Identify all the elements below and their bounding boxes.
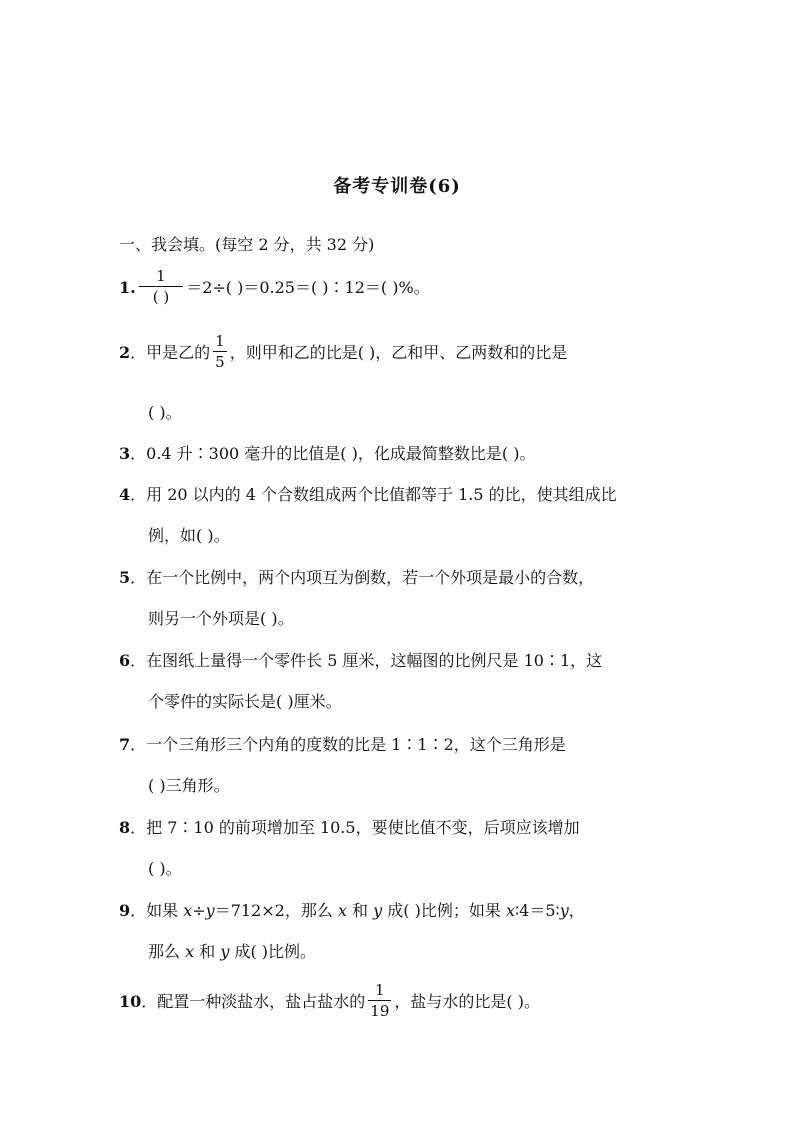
fraction-numerator: 1 xyxy=(156,267,166,285)
fraction xyxy=(139,266,183,307)
question-text: ．甲是乙的 xyxy=(130,343,211,362)
section-heading: 一、我会填。(每空 2 分，共 32 分) xyxy=(119,235,375,254)
question-9-line-2 xyxy=(148,939,316,962)
division-sign: ÷ xyxy=(192,901,206,920)
page-title: 备考专训卷(6) xyxy=(333,176,461,197)
question-text-continued: ，则甲和乙的比是( )，乙和甲、乙两数和的比是 xyxy=(229,343,568,362)
question-text: 和 xyxy=(346,901,374,920)
question-text: 成( )比例；如果 xyxy=(382,901,506,920)
variable-y: y xyxy=(205,901,215,920)
question-text: ．一个三角形三个内角的度数的比是 1∶1∶2，这个三角形是 xyxy=(130,735,566,754)
question-number: 9 xyxy=(119,901,131,920)
question-number: 1. xyxy=(119,278,136,297)
question-9 xyxy=(119,898,585,921)
question-5 xyxy=(119,565,594,588)
question-text: ＝712×2，那么 xyxy=(214,901,338,920)
question-10 xyxy=(119,982,540,1023)
question-number: 5 xyxy=(119,568,131,587)
question-2 xyxy=(119,333,567,374)
fraction xyxy=(213,331,227,372)
variable-y: y xyxy=(373,901,383,920)
question-text: ．在图纸上量得一个零件长 5 厘米，这幅图的比例尺是 10∶1，这 xyxy=(130,651,603,670)
question-5-line-2: 则另一个外项是( )。 xyxy=(148,609,294,628)
question-number: 6 xyxy=(119,651,131,670)
question-text: ．用 20 以内的 4 个合数组成两个比值都等于 1.5 的比，使其组成比 xyxy=(130,485,617,504)
variable-y: y xyxy=(220,942,230,961)
question-text: 那么 xyxy=(148,942,186,961)
question-8 xyxy=(119,815,580,838)
question-number: 7 xyxy=(119,735,131,754)
question-number: 2 xyxy=(119,343,131,362)
question-text: ＝2÷( )＝0.25＝( )∶12＝( )%。 xyxy=(186,278,430,297)
variable-x: x xyxy=(183,901,193,920)
question-text: ．0.4 升∶300 毫升的比值是( )，化成最简整数比是( )。 xyxy=(130,444,536,463)
question-number: 10 xyxy=(119,992,142,1011)
question-number: 3 xyxy=(119,444,131,463)
question-4 xyxy=(119,482,617,505)
fraction-numerator: 1 xyxy=(215,332,225,350)
question-text: ．如果 xyxy=(130,901,184,920)
question-text: ， xyxy=(568,901,585,920)
question-text: 和 xyxy=(194,942,221,961)
question-text: ．把 7∶10 的前项增加至 10.5，要使比值不变，后项应该增加 xyxy=(130,818,580,837)
fraction-denominator: 19 xyxy=(370,1002,390,1020)
question-text: ∶4＝5∶ xyxy=(514,901,560,920)
variable-x: x xyxy=(337,901,347,920)
question-1 xyxy=(119,268,430,309)
fraction xyxy=(368,980,391,1021)
question-text: ．在一个比例中，两个内项互为倒数，若一个外项是最小的合数， xyxy=(130,568,595,587)
question-text: 成( )比例。 xyxy=(229,942,317,961)
question-number: 8 xyxy=(119,818,131,837)
variable-x: x xyxy=(185,942,195,961)
question-2-line-2: ( )。 xyxy=(148,403,182,422)
question-6-line-2: 个零件的实际长是( )厘米。 xyxy=(148,692,342,711)
question-3 xyxy=(119,441,535,464)
fraction-denominator: 5 xyxy=(215,353,225,371)
question-8-line-2: ( )。 xyxy=(148,859,182,878)
fraction-denominator: ( ) xyxy=(139,286,183,307)
question-number: 4 xyxy=(119,485,131,504)
question-text-continued: ，盐与水的比是( )。 xyxy=(394,992,540,1011)
question-text: ．配置一种淡盐水，盐占盐水的 xyxy=(141,992,366,1011)
question-4-line-2: 例，如( )。 xyxy=(148,526,230,545)
variable-x: x xyxy=(505,901,515,920)
question-7-line-2: ( )三角形。 xyxy=(148,776,230,795)
question-7 xyxy=(119,732,566,755)
fraction-numerator: 1 xyxy=(375,981,385,999)
question-6 xyxy=(119,648,602,671)
variable-y: y xyxy=(559,901,569,920)
